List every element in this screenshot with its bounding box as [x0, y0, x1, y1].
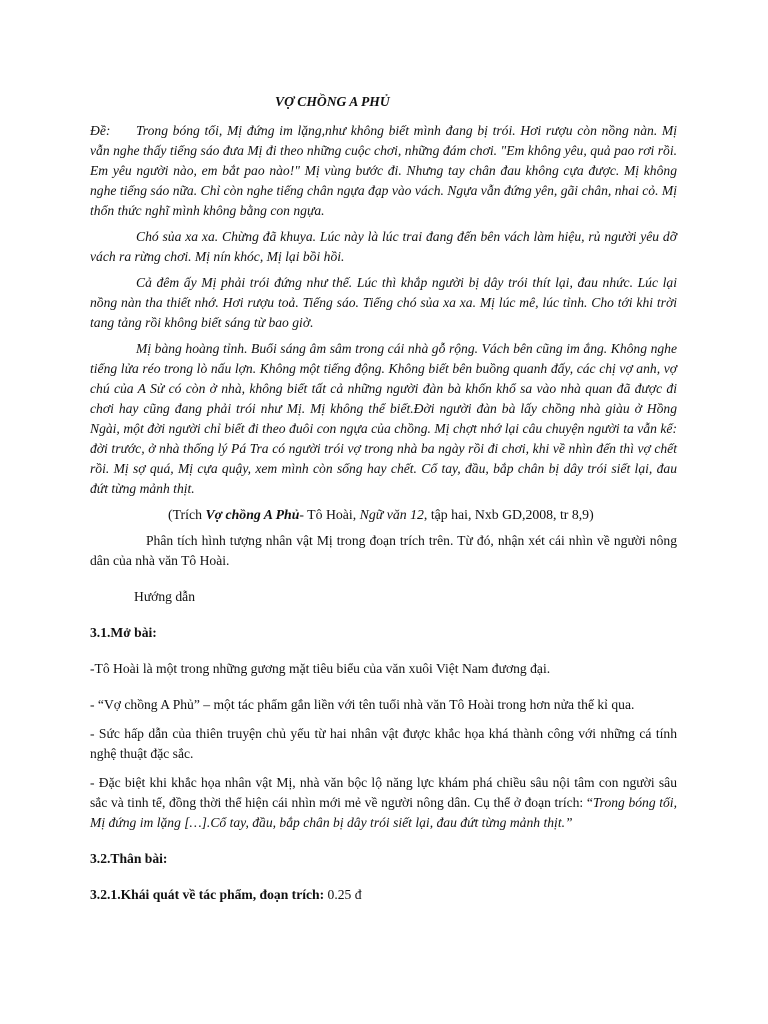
source-open: (Trích	[168, 507, 206, 522]
excerpt-paragraph-1-text: Trong bóng tối, Mị đứng im lặng,như không biết mình đang bị trói. Hơi rượu còn nồng nàn. Mị vẫn nghe thấy tiếng sáo đưa Mị đi theo những cuộc chơi, những đám chơi. "Em không yêu, quả pao rơi rồi. Em yêu người nào, em bắt pao nào!" Mị vùng bước đi. Nhưng tay chân đau không cựa được. Mị không nghe tiếng sáo nữa. Chỉ còn nghe tiếng chân ngựa đạp vào vách. Ngựa vẫn đứng yên, gãi chân, nhai cỏ. Mị thổn thức nghĩ mình không bằng con ngựa.	[90, 123, 677, 218]
source-author: - Tô Hoài,	[299, 507, 360, 522]
excerpt-paragraph-4: Mị bàng hoàng tỉnh. Buổi sáng âm sâm trong cái nhà gỗ rộng. Vách bên cũng im ắng. Không nghe tiếng lửa réo trong lò nấu lợn. Không một tiếng động. Không biết bên buồng quanh đấy, các chị vợ anh, vợ chú của A Sử có còn ở nhà, không biết tất cả những người đàn bà khốn khổ sa vào nhà quan đã được đi chơi hay cũng đang phải trói như Mị. Mị không thể biết.Đời người đàn bà lấy chồng nhà giàu ở Hồng Ngài, một đời người chỉ biết đi theo đuôi con ngựa của chồng. Mị chợt nhớ lại câu chuyện người ta vẫn kể: đời trước, ở nhà thống lý Pá Tra có người trói vợ trong nhà ba ngày rồi đi chơi, khi về nhìn đến thì vợ chết rồi. Mị sợ quá, Mị cựa quậy, xem mình còn sống hay chết. Cổ tay, đầu, bắp chân bị dây trói siết lại, đau đứt từng mảnh thịt.	[90, 341, 677, 496]
guide-label: Hướng dẫn	[134, 589, 195, 604]
sub-heading-overview-score: 0.25 đ	[324, 887, 362, 902]
excerpt-label: Đề:	[90, 123, 111, 138]
excerpt-source	[90, 505, 677, 525]
sub-heading-overview-label: 3.2.1.Khái quát về tác phẩm, đoạn trích:	[90, 887, 325, 902]
excerpt-paragraph-1	[90, 121, 677, 221]
open-point-4-text: - Đặc biệt khi khắc họa nhân vật Mị, nhà văn bộc lộ năng lực khám phá chiều sâu nội tâm con người sâu sắc và tinh tế, đồng thời thể hiện cái nhìn mới mẻ về người nông dân. Cụ thể ở đoạn trích: “	[90, 775, 677, 810]
section-heading-open: 3.1.Mở bài:	[90, 625, 157, 640]
open-point-3: - Sức hấp dẫn của thiên truyện chủ yếu từ hai nhân vật được khắc họa khá thành công với những cá tính nghệ thuật đặc sắc.	[90, 726, 677, 761]
document-page	[90, 92, 677, 914]
section-heading-body: 3.2.Thân bài:	[90, 851, 168, 866]
excerpt-paragraph-3: Cả đêm ấy Mị phải trói đứng như thế. Lúc thì khắp người bị dây trói thít lại, đau nhức. Lúc lại nồng nàn tha thiết nhớ. Hơi rượu toả. Tiếng sáo. Tiếng chó sủa xa xa. Mị lúc mê, lúc tỉnh. Cho tới khi trời tang tảng rồi không biết sáng từ bao giờ.	[90, 275, 677, 330]
source-work: Vợ chồng A Phủ	[205, 507, 300, 522]
open-point-4	[90, 773, 677, 833]
sub-heading-overview	[90, 885, 677, 905]
source-book: Ngữ văn 12	[359, 507, 424, 522]
task-prompt: Phân tích hình tượng nhân vật Mị trong đoạn trích trên. Từ đó, nhận xét cái nhìn về người nông dân của nhà văn Tô Hoài.	[90, 533, 677, 568]
document-title: VỢ CHỒNG A PHỦ	[275, 94, 390, 109]
excerpt-paragraph-2: Chó sủa xa xa. Chừng đã khuya. Lúc này là lúc trai đang đến bên vách làm hiệu, rủ người yêu dỡ vách ra rừng chơi. Mị nín khóc, Mị lại bồi hồi.	[90, 229, 677, 264]
source-details: , tập hai, Nxb GD,2008, tr 8,9)	[423, 507, 594, 522]
open-point-4-quote: Trong bóng tối, Mị đứng im lặng […].Cổ tay, đầu, bắp chân bị dây trói siết lại, đau đứt từng mảnh thịt.”	[90, 795, 677, 830]
open-point-2: - “Vợ chồng A Phủ” – một tác phẩm gắn liền với tên tuổi nhà văn Tô Hoài trong hơn nửa thế kỉ qua.	[90, 697, 635, 712]
open-point-1: -Tô Hoài là một trong những gương mặt tiêu biểu của văn xuôi Việt Nam đương đại.	[90, 661, 551, 676]
